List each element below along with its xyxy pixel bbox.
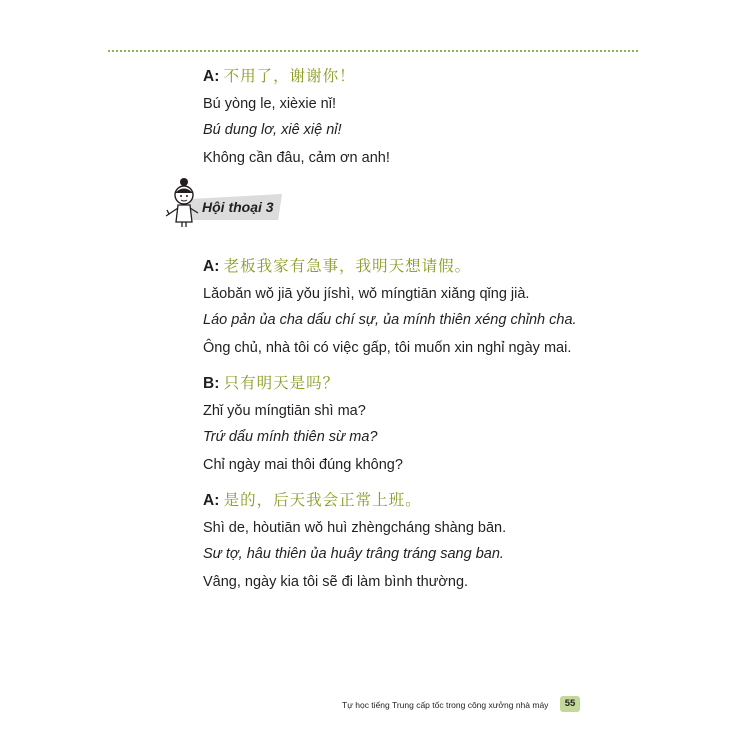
pinyin-text: Bú yòng le, xièxie nǐ! xyxy=(203,96,336,112)
vietnamese-reading: Sư tợ, hâu thiên ủa huây trâng tráng sang ban. xyxy=(203,546,504,562)
hanzi-text: 是的，后天我会正常上班。 xyxy=(223,491,422,509)
hanzi-text: 不用了，谢谢你！ xyxy=(223,67,356,85)
book-title-footer: Tự học tiếng Trung cấp tốc trong công xưởng nhà máy xyxy=(342,700,549,710)
pinyin-text: Zhǐ yǒu míngtiān shì ma? xyxy=(203,403,366,419)
vietnamese-meaning: Vâng, ngày kia tôi sẽ đi làm bình thường. xyxy=(203,574,469,590)
speaker-label: A: xyxy=(203,258,220,275)
hanzi-text: 只有明天是吗？ xyxy=(223,374,340,392)
dialogue-line xyxy=(203,490,506,591)
section-header xyxy=(164,176,314,236)
girl-mascot-icon xyxy=(164,176,204,228)
hanzi-line xyxy=(203,256,577,277)
dialogue-line xyxy=(203,373,403,474)
speaker-label: A: xyxy=(203,68,220,85)
pinyin-text: Lǎobǎn wǒ jiā yǒu jíshì, wǒ míngtiān xiǎng qǐng jià. xyxy=(203,286,530,302)
hanzi-line xyxy=(203,373,403,394)
hanzi-line xyxy=(203,66,390,87)
dialogue-line-top xyxy=(203,66,390,167)
vietnamese-meaning: Không cần đâu, cảm ơn anh! xyxy=(203,150,390,166)
vietnamese-meaning: Ông chủ, nhà tôi có việc gấp, tôi muốn xin nghỉ ngày mai. xyxy=(203,340,572,356)
pinyin-text: Shì de, hòutiān wǒ huì zhèngcháng shàng bān. xyxy=(203,520,507,536)
hanzi-line xyxy=(203,490,506,511)
section-title: Hội thoại 3 xyxy=(202,199,274,215)
vietnamese-meaning: Chỉ ngày mai thôi đúng không? xyxy=(203,457,403,473)
dialogue-line xyxy=(203,256,577,357)
vietnamese-reading: Trứ dẩu mính thiên sừ ma? xyxy=(203,429,378,445)
vietnamese-reading: Bú dung lơ, xiê xiệ nỉ! xyxy=(203,122,342,138)
speaker-label: B: xyxy=(203,375,220,392)
page-number-badge: 55 xyxy=(560,696,580,712)
vietnamese-reading: Láo pản ủa cha dẩu chí sự, ủa mính thiên xéng chỉnh cha. xyxy=(203,312,577,328)
hanzi-text: 老板我家有急事，我明天想请假。 xyxy=(223,257,472,275)
speaker-label: A: xyxy=(203,492,220,509)
dotted-divider xyxy=(108,50,638,52)
